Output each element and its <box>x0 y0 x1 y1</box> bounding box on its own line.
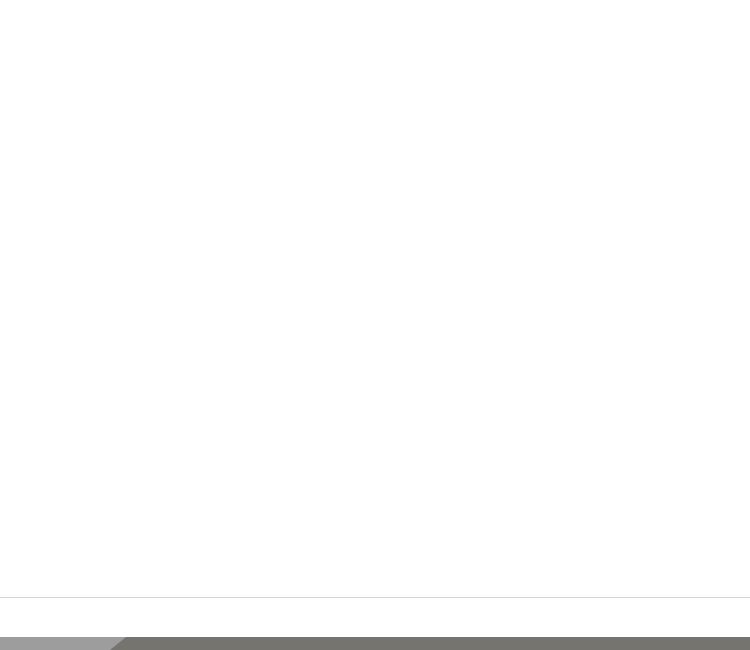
bottom-bar <box>0 637 750 650</box>
bottom-bar-accent <box>0 637 130 650</box>
footer-divider <box>0 597 750 598</box>
